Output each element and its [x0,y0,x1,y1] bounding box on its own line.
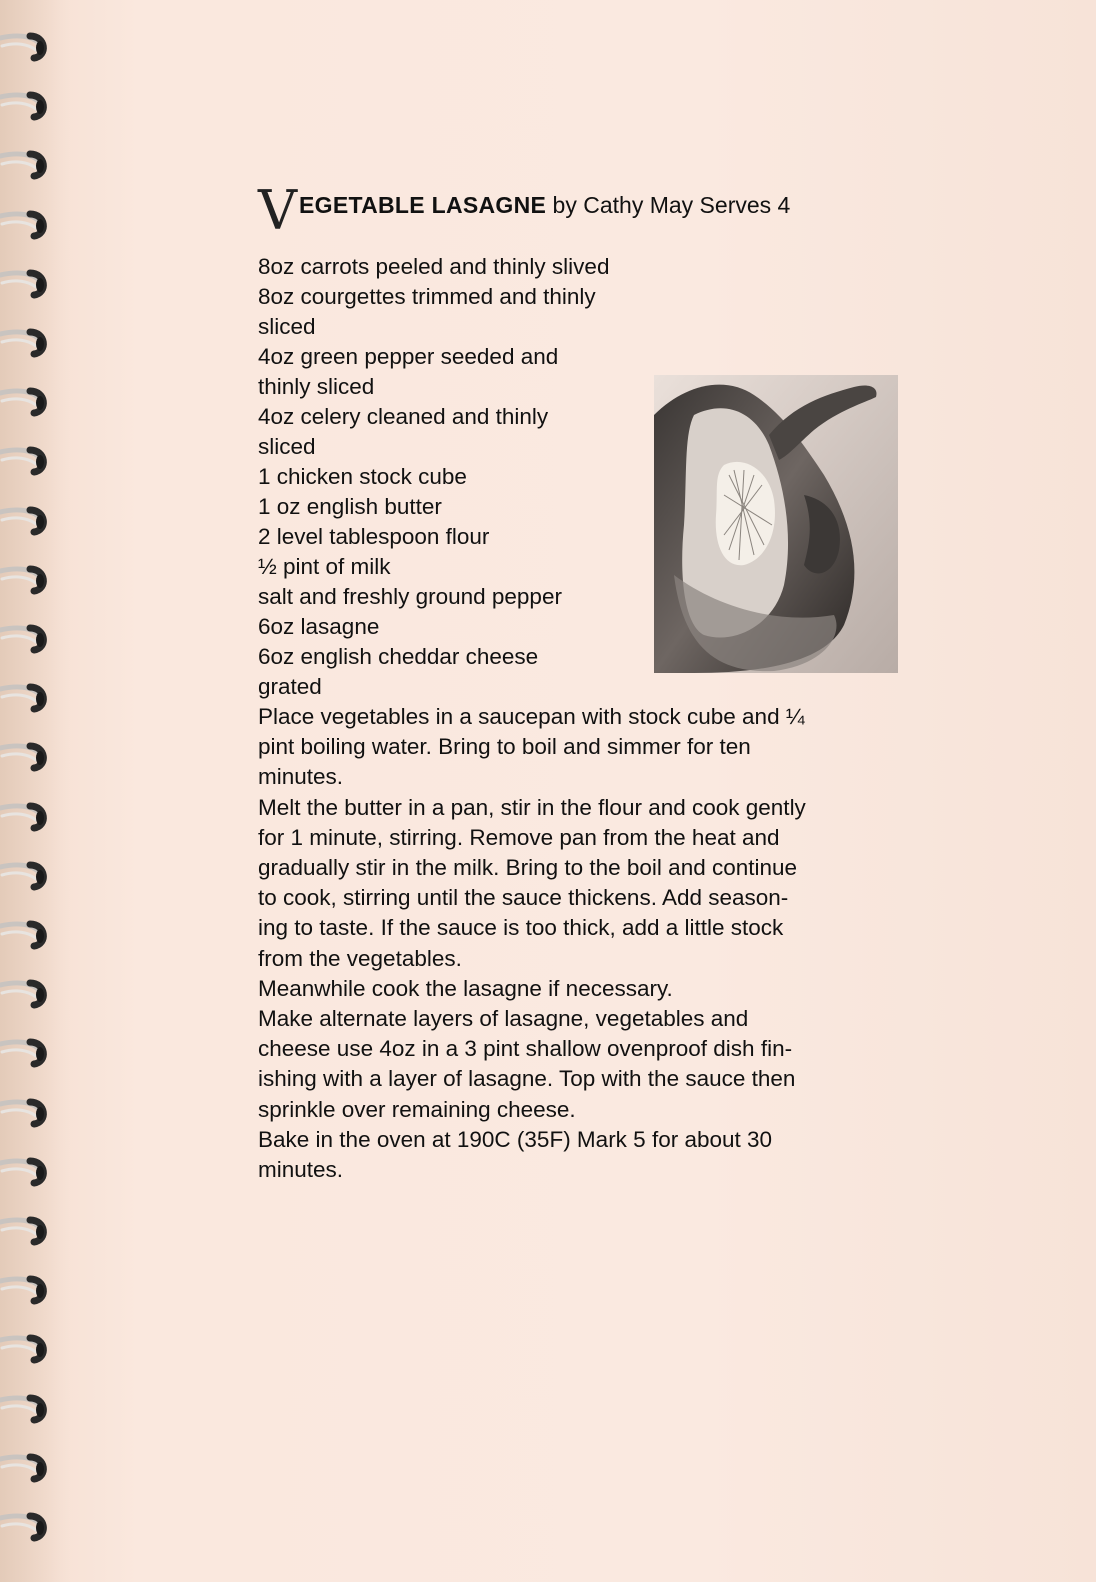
binding-coil [0,561,56,595]
binding-coil [0,383,56,417]
method-line: Make alternate layers of lasagne, vegetables and [258,1006,749,1032]
binding-coil [0,857,56,891]
binding-coil [0,28,56,62]
method-line: pint boiling water. Bring to boil and simmer for ten [258,734,751,760]
ingredient-line: 4oz celery cleaned and thinly [258,404,549,429]
method-line: minutes. [258,1157,344,1183]
method-line: sprinkle over remaining cheese. [258,1096,576,1122]
ingredient-line: sliced [258,434,316,459]
method-line: ishing with a layer of lasagne. Top with the sauce then [258,1066,796,1092]
title-main: EGETABLE LASAGNE [299,192,547,218]
binding-coil [0,265,56,299]
binding-coil [0,1330,56,1364]
title-byline: by Cathy May Serves 4 [546,192,791,218]
ingredient-line: thinly sliced [258,374,375,399]
binding-coil [0,1271,56,1305]
method-line: Melt the butter in a pan, stir in the flour and cook gently [258,794,806,820]
ingredient-line: 1 chicken stock cube [258,464,467,489]
ingredient-line: 2 level tablespoon flour [258,524,490,549]
binding-coil [0,798,56,832]
method-line: gradually stir in the milk. Bring to the boil and continue [258,855,798,881]
ingredient-line: 6oz english cheddar cheese [258,644,539,669]
ingredient-line: 8oz courgettes trimmed and thinly sliced [258,284,596,339]
ingredient-line: 1 oz english butter [258,494,442,519]
method-text [258,702,898,1185]
ingredient-list [258,252,638,702]
binding-coil [0,206,56,240]
ingredient-line: ½ pint of milk [258,554,391,579]
binding-coil [0,324,56,358]
binding-coil [0,87,56,121]
binding-coil [0,1034,56,1068]
binding-coil [0,916,56,950]
method-line: cheese use 4oz in a 3 pint shallow ovenproof dish fin- [258,1036,793,1062]
binding-coil [0,1212,56,1246]
binding-coil [0,620,56,654]
ingredient-line: grated [258,674,322,699]
ingredient-line: 8oz carrots peeled and thinly slived [258,254,610,279]
ingredient-line: 6oz lasagne [258,614,380,639]
recipe-title [258,179,908,246]
ingredient-line: salt and freshly ground pepper [258,584,562,609]
method-line: for 1 minute, stirring. Remove pan from the heat and [258,824,780,850]
binding-coil [0,442,56,476]
drop-cap: V [258,179,297,242]
method-line: Place vegetables in a saucepan with stock cube and ¼ [258,704,805,729]
binding-coil [0,679,56,713]
binding-coil [0,146,56,180]
method-line: Bake in the oven at 190C (35F) Mark 5 for about 30 [258,1126,773,1152]
binding-coil [0,1449,56,1483]
binding-coil [0,975,56,1009]
method-line: minutes. [258,764,344,790]
binding-coil [0,738,56,772]
binding-coil [0,1094,56,1128]
method-line: Meanwhile cook the lasagne if necessary. [258,975,673,1001]
binding-coil [0,502,56,536]
binding-coil [0,1153,56,1187]
method-line: to cook, stirring until the sauce thickens. Add season- [258,885,789,911]
spiral-binding [0,0,70,1582]
method-line: from the vegetables. [258,945,462,971]
ingredient-line: 4oz green pepper seeded and [258,344,559,369]
green-pepper-photo [654,375,898,673]
binding-coil [0,1390,56,1424]
method-line: ing to taste. If the sauce is too thick, add a little stock [258,915,784,941]
binding-coil [0,1508,56,1542]
